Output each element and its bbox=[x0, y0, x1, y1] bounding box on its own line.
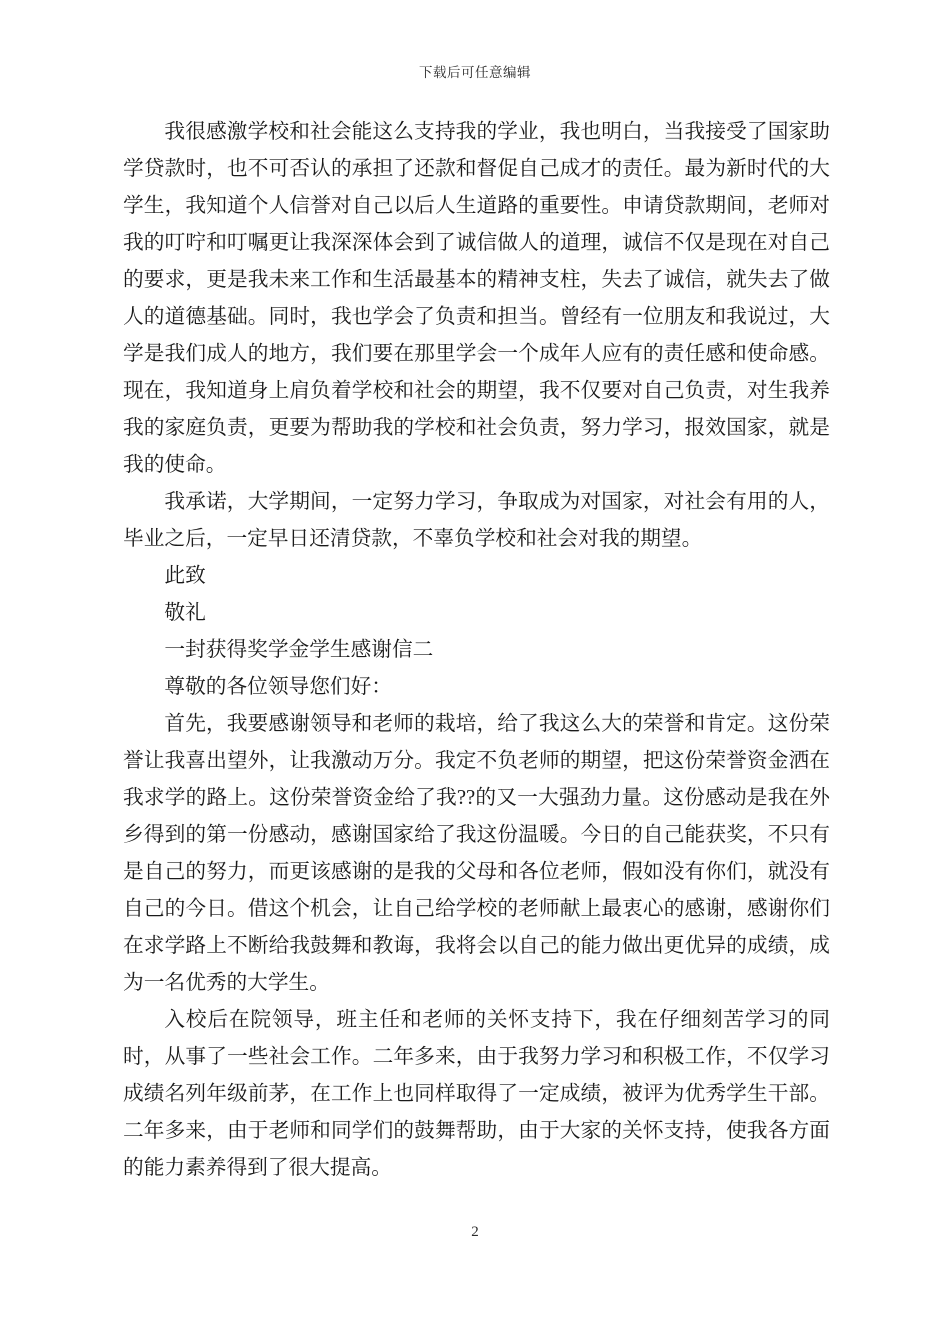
paragraph-loan-gratitude: 我很感激学校和社会能这么支持我的学业，我也明白，当我接受了国家助学贷款时，也不可否认的承担了还款和督促自己成才的责任。最为新时代的大学生，我知道个人信誉对自己以后人生道路的重要性。申请贷款期间，老师对我的叮咛和叮嘱更让我深深体会到了诚信做人的道理，诚信不仅是现在对自己的要求，更是我未来工作和生活最基本的精神支柱，失去了诚信，就失去了做人的道德基础。同时，我也学会了负责和担当。曾经有一位朋友和我说过，大学是我们成人的地方，我们要在那里学会一个成年人应有的责任感和使命感。现在，我知道身上肩负着学校和社会的期望，我不仅要对自己负责，对生我养我的家庭负责，更要为帮助我的学校和社会负责，努力学习，报效国家，就是我的使命。 bbox=[123, 121, 830, 476]
document-body bbox=[123, 114, 830, 1187]
paragraph-school-achievements: 入校后在院领导，班主任和老师的关怀支持下，我在仔细刻苦学习的同时，从事了一些社会工作。二年多来，由于我努力学习和积极工作，不仅学习成绩名列年级前茅，在工作上也同样取得了一定成绩，被评为优秀学生干部。二年多来，由于老师和同学们的鼓舞帮助，由于大家的关怀支持，使我各方面的能力素养得到了很大提高。 bbox=[123, 1009, 830, 1179]
paragraph-award-gratitude: 首先，我要感谢领导和老师的栽培，给了我这么大的荣誉和肯定。这份荣誉让我喜出望外，让我激动万分。我定不负老师的期望，把这份荣誉资金洒在我求学的路上。这份荣誉资金给了我??的又一大强劲力量。这份感动是我在外乡得到的第一份感动，感谢国家给了我这份温暖。今日的自己能获奖，不只有是自己的努力，而更该感谢的是我的父母和各位老师，假如没有你们，就没有自己的今日。借这个机会，让自己给学校的老师献上最衷心的感谢，感谢你们在求学路上不断给我鼓舞和教诲，我将会以自己的能力做出更优异的成绩，成为一名优秀的大学生。 bbox=[123, 713, 830, 994]
letter2-title: 一封获得奖学金学生感谢信二 bbox=[164, 639, 434, 661]
closing-cizhi: 此致 bbox=[164, 565, 206, 587]
header-note: 下载后可任意编辑 bbox=[419, 65, 531, 80]
closing-jingli: 敬礼 bbox=[164, 602, 206, 624]
letter2-salutation: 尊敬的各位领导您们好： bbox=[164, 676, 392, 698]
page-number: 2 bbox=[471, 1224, 479, 1240]
paragraph-promise: 我承诺，大学期间，一定努力学习，争取成为对国家，对社会有用的人，毕业之后，一定早日还清贷款，不辜负学校和社会对我的期望。 bbox=[123, 491, 830, 550]
